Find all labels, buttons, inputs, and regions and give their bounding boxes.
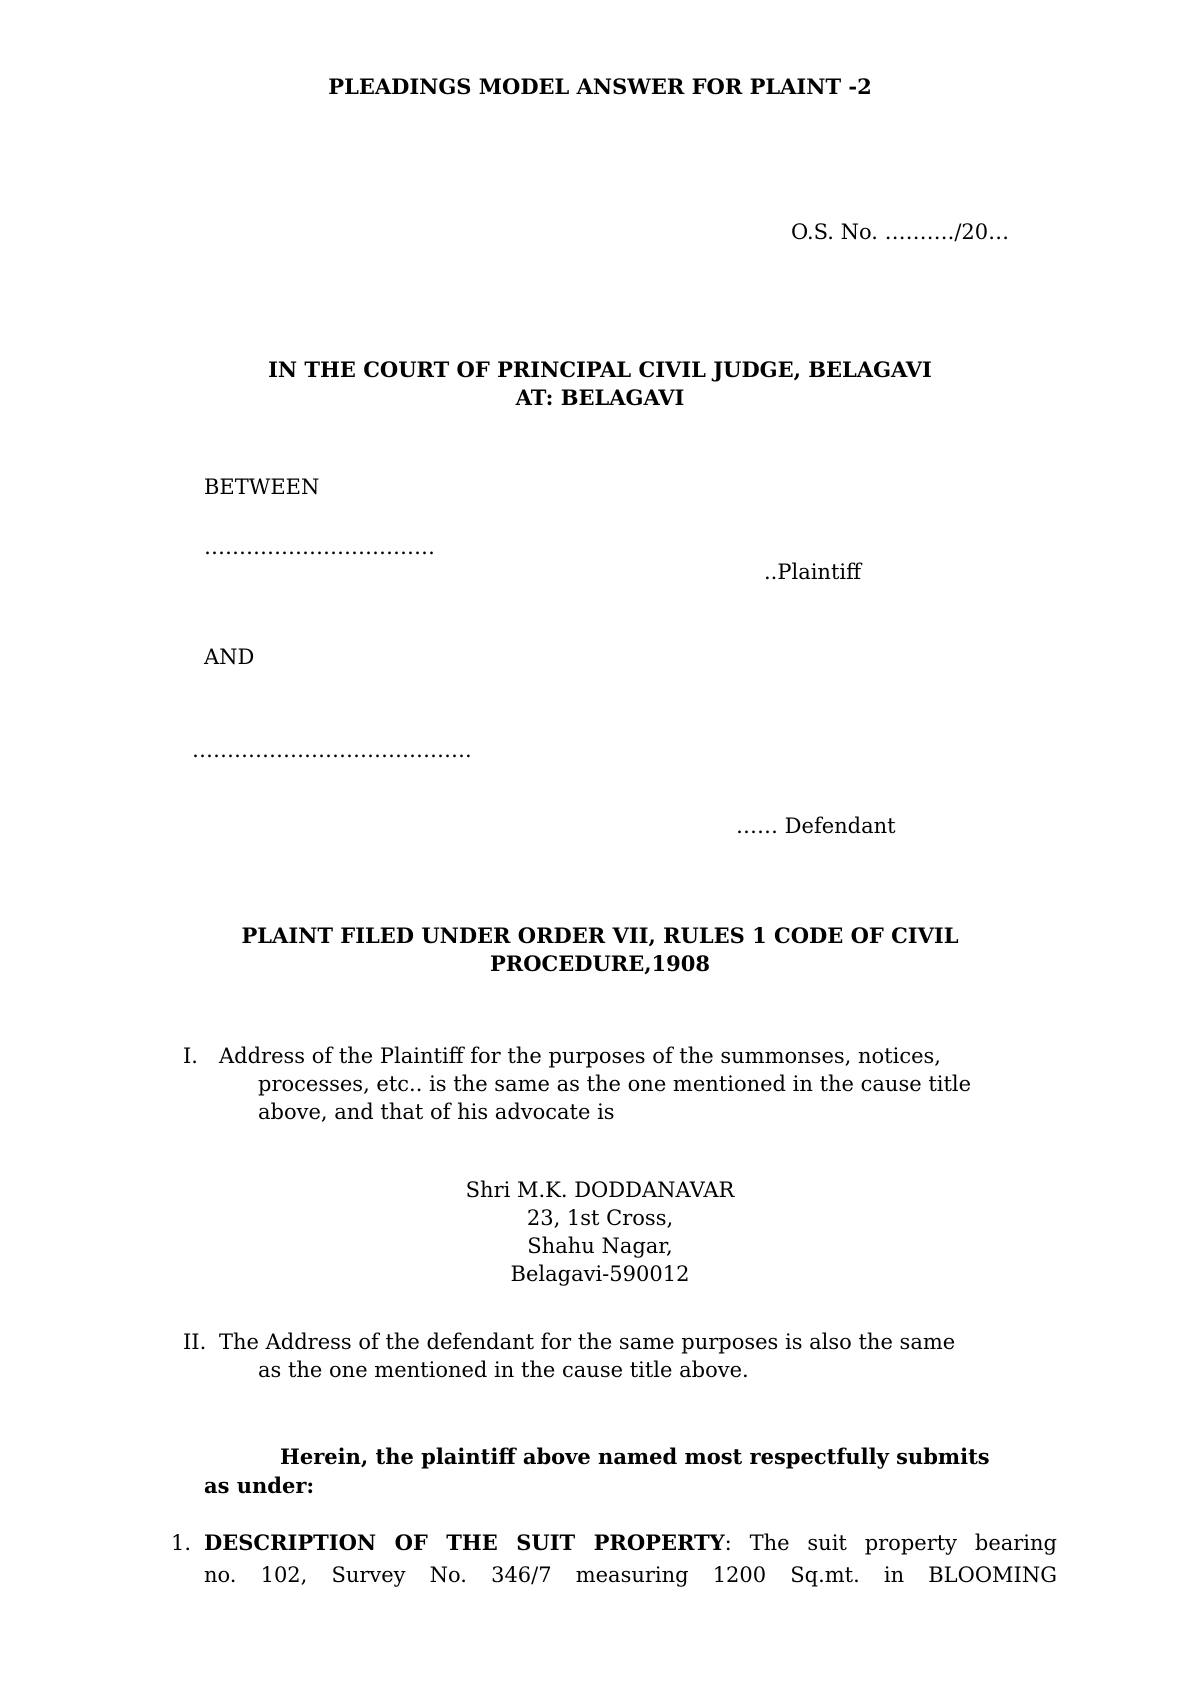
item-one-line2: processes, etc.. is the same as the one mentioned in the cause title bbox=[258, 1072, 972, 1096]
submission-line1: Herein, the plaintiff above named most respectfully submits bbox=[280, 1444, 990, 1469]
between-label: BETWEEN bbox=[204, 475, 320, 499]
advocate-street: 23, 1st Cross, bbox=[526, 1206, 674, 1230]
plaintiff-name-blank: …………………………… bbox=[204, 535, 435, 559]
document-title: PLEADINGS MODEL ANSWER FOR PLAINT -2 bbox=[328, 74, 872, 99]
item-two bbox=[183, 1328, 1057, 1384]
court-heading bbox=[0, 356, 1200, 412]
item-one-line1: Address of the Plaintiff for the purposes of the summonses, notices, bbox=[219, 1044, 941, 1068]
advocate-city: Belagavi-590012 bbox=[510, 1262, 690, 1286]
paragraph-one-line2: no. 102, Survey No. 346/7 measuring 1200 Sq.mt. in BLOOMING bbox=[204, 1563, 1057, 1587]
item-two-line2: as the one mentioned in the cause title above. bbox=[258, 1358, 749, 1382]
advocate-name: Shri M.K. DODDANAVAR bbox=[465, 1178, 735, 1202]
defendant-label: …… Defendant bbox=[736, 814, 896, 838]
paragraph-one bbox=[171, 1529, 1057, 1589]
plaint-heading-line2: PROCEDURE,1908 bbox=[490, 951, 710, 976]
item-two-number: II. bbox=[183, 1330, 207, 1354]
advocate-area: Shahu Nagar, bbox=[527, 1234, 673, 1258]
item-two-line1: The Address of the defendant for the same purposes is also the same bbox=[219, 1330, 956, 1354]
item-one-number: I. bbox=[183, 1044, 198, 1068]
item-one-line3: above, and that of his advocate is bbox=[258, 1100, 615, 1124]
court-location: AT: BELAGAVI bbox=[515, 385, 685, 410]
suit-property-heading: DESCRIPTION OF THE SUIT PROPERTY bbox=[204, 1530, 725, 1555]
paragraph-one-number: 1. bbox=[171, 1531, 192, 1555]
plaint-heading bbox=[0, 922, 1200, 978]
paragraph-one-line1-rest: : The suit property bearing bbox=[724, 1531, 1057, 1555]
plaint-heading-line1: PLAINT FILED UNDER ORDER VII, RULES 1 CODE OF CIVIL bbox=[241, 923, 959, 948]
court-name: IN THE COURT OF PRINCIPAL CIVIL JUDGE, BELAGAVI bbox=[268, 357, 932, 382]
defendant-name-blank: …………………………………. bbox=[192, 738, 472, 762]
advocate-address bbox=[0, 1176, 1200, 1288]
paragraph-one-line1 bbox=[204, 1529, 1057, 1557]
submission-line2: as under: bbox=[204, 1473, 315, 1498]
case-number: O.S. No. ………./20… bbox=[791, 220, 1010, 244]
and-label: AND bbox=[204, 645, 255, 669]
item-one bbox=[183, 1042, 1057, 1126]
plaintiff-label: ..Plaintiff bbox=[764, 560, 862, 584]
